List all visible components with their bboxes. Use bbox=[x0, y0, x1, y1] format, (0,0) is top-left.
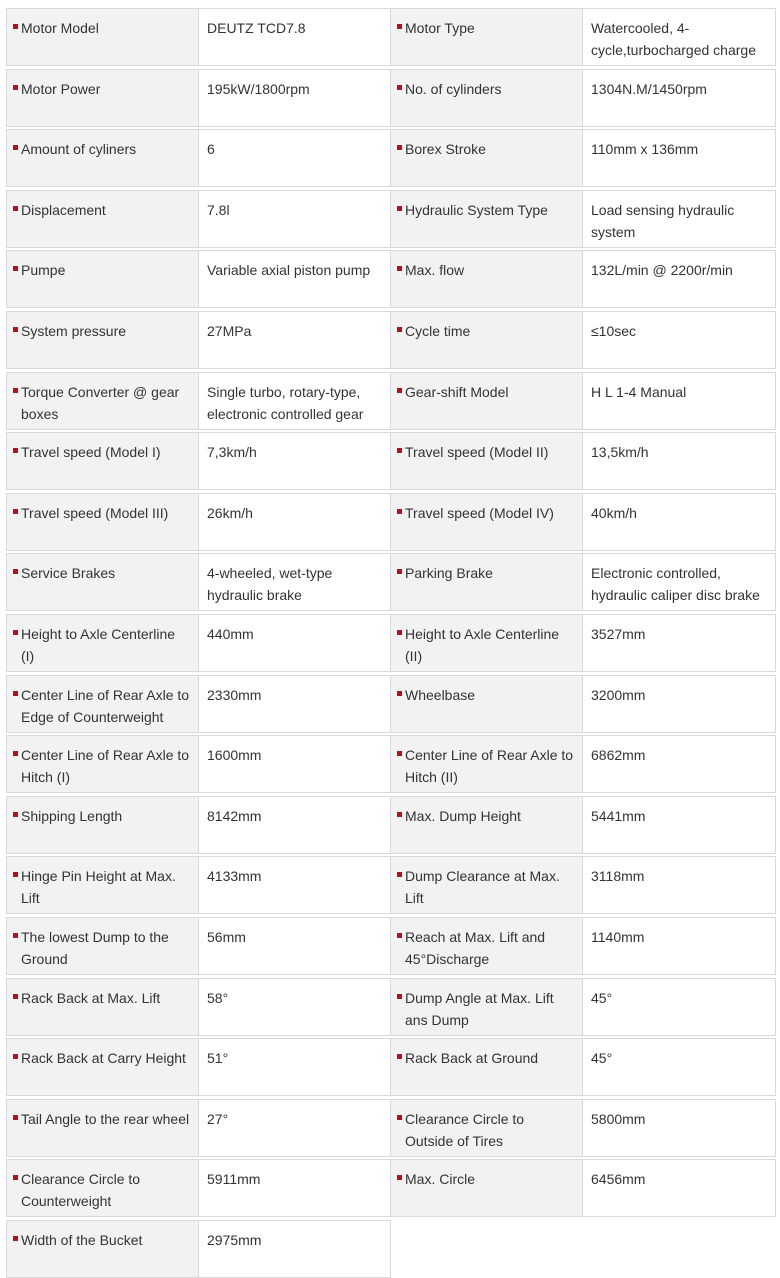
spec-label: Center Line of Rear Axle to Edge of Counterweight bbox=[21, 687, 190, 725]
bullet-icon bbox=[13, 145, 18, 150]
spec-value: 8142mm bbox=[207, 808, 262, 824]
spec-label-cell bbox=[390, 796, 583, 854]
bullet-icon bbox=[397, 994, 402, 999]
spec-value-cell bbox=[198, 614, 391, 672]
spec-value: 4-wheeled, wet-type hydraulic brake bbox=[207, 565, 333, 603]
spec-label-cell bbox=[390, 372, 583, 430]
spec-value-cell bbox=[198, 675, 391, 733]
spec-label-cell bbox=[390, 432, 583, 490]
spec-label-cell bbox=[6, 8, 199, 66]
spec-label: Max. Circle bbox=[405, 1171, 476, 1187]
bullet-icon bbox=[397, 812, 402, 817]
spec-value: 5800mm bbox=[591, 1111, 646, 1127]
spec-value-cell bbox=[582, 69, 776, 127]
table-row bbox=[6, 735, 775, 793]
spec-label: Tail Angle to the rear wheel bbox=[21, 1111, 190, 1127]
spec-label: Center Line of Rear Axle to Hitch (II) bbox=[405, 747, 574, 785]
spec-value-cell bbox=[198, 250, 391, 308]
spec-label: Rack Back at Max. Lift bbox=[21, 990, 161, 1006]
spec-value-cell bbox=[582, 1099, 776, 1157]
spec-value: 2330mm bbox=[207, 687, 262, 703]
spec-value: 5441mm bbox=[591, 808, 646, 824]
spec-label-cell bbox=[390, 735, 583, 793]
spec-value: Single turbo, rotary-type, electronic controlled gear bbox=[207, 384, 364, 422]
spec-value: H L 1-4 Manual bbox=[591, 384, 687, 400]
spec-label-cell bbox=[390, 1038, 583, 1096]
spec-label: Reach at Max. Lift and 45°Discharge bbox=[405, 929, 546, 967]
spec-label-cell bbox=[6, 675, 199, 733]
bullet-icon bbox=[397, 1054, 402, 1059]
spec-value-cell bbox=[198, 372, 391, 430]
spec-label-cell bbox=[6, 1099, 199, 1157]
spec-label: Pumpe bbox=[21, 262, 66, 278]
spec-value-cell bbox=[582, 553, 776, 611]
spec-label: Wheelbase bbox=[405, 687, 476, 703]
spec-label: Travel speed (Model II) bbox=[405, 444, 549, 460]
spec-label: Service Brakes bbox=[21, 565, 116, 581]
spec-label: Travel speed (Model III) bbox=[21, 505, 169, 521]
spec-value: 1600mm bbox=[207, 747, 262, 763]
bullet-icon bbox=[397, 1115, 402, 1120]
spec-label-cell bbox=[6, 69, 199, 127]
bullet-icon bbox=[397, 872, 402, 877]
table-row bbox=[6, 553, 775, 611]
spec-value: 132L/min @ 2200r/min bbox=[591, 262, 733, 278]
spec-value-cell bbox=[582, 129, 776, 187]
spec-label-cell bbox=[6, 372, 199, 430]
spec-label-cell bbox=[390, 856, 583, 914]
spec-value: 5911mm bbox=[207, 1171, 261, 1187]
spec-label: System pressure bbox=[21, 323, 127, 339]
table-row bbox=[6, 493, 775, 551]
spec-value-cell bbox=[198, 8, 391, 66]
table-row bbox=[6, 69, 775, 127]
spec-label-cell bbox=[6, 250, 199, 308]
spec-value: 1140mm bbox=[591, 929, 645, 945]
bullet-icon bbox=[13, 1054, 18, 1059]
spec-label: Hinge Pin Height at Max. Lift bbox=[21, 868, 176, 906]
spec-label-cell bbox=[6, 1220, 199, 1278]
spec-value: 1304N.M/1450rpm bbox=[591, 81, 707, 97]
spec-label-cell bbox=[6, 553, 199, 611]
spec-label: The lowest Dump to the Ground bbox=[21, 929, 169, 967]
table-row bbox=[6, 614, 775, 672]
spec-value-cell bbox=[198, 978, 391, 1036]
spec-label-cell bbox=[390, 311, 583, 369]
spec-value: 3527mm bbox=[591, 626, 646, 642]
spec-value: 6 bbox=[207, 141, 215, 157]
spec-value-cell bbox=[198, 553, 391, 611]
spec-label-cell bbox=[390, 69, 583, 127]
spec-label-cell bbox=[390, 614, 583, 672]
spec-label: Center Line of Rear Axle to Hitch (I) bbox=[21, 747, 190, 785]
spec-value: 4133mm bbox=[207, 868, 262, 884]
bullet-icon bbox=[13, 933, 18, 938]
spec-value: Watercooled, 4-cycle,turbocharged charge bbox=[591, 20, 756, 58]
spec-label-cell bbox=[6, 1038, 199, 1096]
spec-value-cell bbox=[198, 856, 391, 914]
table-row bbox=[6, 190, 775, 248]
spec-value-cell bbox=[582, 311, 776, 369]
spec-label: Height to Axle Centerline (II) bbox=[405, 626, 560, 664]
spec-value-cell bbox=[198, 917, 391, 975]
bullet-icon bbox=[13, 630, 18, 635]
spec-value-cell bbox=[582, 493, 776, 551]
spec-label: Width of the Bucket bbox=[21, 1232, 143, 1248]
bullet-icon bbox=[397, 691, 402, 696]
spec-label: Torque Converter @ gear boxes bbox=[21, 384, 180, 422]
spec-value-cell bbox=[582, 796, 776, 854]
bullet-icon bbox=[397, 569, 402, 574]
table-row bbox=[6, 978, 775, 1036]
spec-value-cell bbox=[198, 432, 391, 490]
spec-label-cell bbox=[6, 614, 199, 672]
spec-value-cell bbox=[582, 614, 776, 672]
bullet-icon bbox=[397, 448, 402, 453]
table-row bbox=[6, 796, 775, 854]
spec-value: 27MPa bbox=[207, 323, 252, 339]
spec-label-cell bbox=[390, 190, 583, 248]
spec-value: 58° bbox=[207, 990, 229, 1006]
spec-value: 6456mm bbox=[591, 1171, 646, 1187]
spec-value-cell bbox=[198, 129, 391, 187]
spec-value-cell bbox=[198, 796, 391, 854]
bullet-icon bbox=[397, 509, 402, 514]
bullet-icon bbox=[13, 1175, 18, 1180]
spec-label: Amount of cyliners bbox=[21, 141, 137, 157]
spec-label-cell bbox=[390, 553, 583, 611]
spec-label: Gear-shift Model bbox=[405, 384, 509, 400]
spec-value-cell bbox=[582, 432, 776, 490]
bullet-icon bbox=[397, 388, 402, 393]
spec-value-cell bbox=[198, 1038, 391, 1096]
bullet-icon bbox=[13, 1115, 18, 1120]
spec-label-cell bbox=[6, 856, 199, 914]
spec-value-cell bbox=[582, 1159, 776, 1217]
spec-value: 13,5km/h bbox=[591, 444, 649, 460]
table-row bbox=[6, 129, 775, 187]
spec-label: Parking Brake bbox=[405, 565, 493, 581]
bullet-icon bbox=[397, 206, 402, 211]
spec-value-cell bbox=[582, 250, 776, 308]
spec-label: Clearance Circle to Outside of Tires bbox=[405, 1111, 525, 1149]
bullet-icon bbox=[397, 266, 402, 271]
spec-value-cell bbox=[582, 675, 776, 733]
table-row bbox=[6, 250, 775, 308]
spec-label: No. of cylinders bbox=[405, 81, 502, 97]
spec-label: Rack Back at Carry Height bbox=[21, 1050, 186, 1066]
spec-value: 440mm bbox=[207, 626, 254, 642]
spec-value-cell bbox=[582, 1038, 776, 1096]
spec-value-cell bbox=[582, 190, 776, 248]
spec-value-cell bbox=[582, 8, 776, 66]
spec-label: Motor Type bbox=[405, 20, 475, 36]
spec-value: 2975mm bbox=[207, 1232, 262, 1248]
spec-value: 56mm bbox=[207, 929, 246, 945]
bullet-icon bbox=[13, 812, 18, 817]
spec-value: 6862mm bbox=[591, 747, 646, 763]
bullet-icon bbox=[397, 327, 402, 332]
table-row bbox=[6, 311, 775, 369]
spec-label: Motor Model bbox=[21, 20, 99, 36]
table-row bbox=[6, 1220, 391, 1278]
bullet-icon bbox=[13, 994, 18, 999]
spec-value: Electronic controlled, hydraulic caliper disc brake bbox=[591, 565, 760, 603]
spec-value-cell bbox=[198, 311, 391, 369]
spec-value: 110mm x 136mm bbox=[591, 141, 699, 157]
spec-label-cell bbox=[390, 1159, 583, 1217]
table-row bbox=[6, 675, 775, 733]
spec-label-cell bbox=[390, 978, 583, 1036]
spec-label-cell bbox=[390, 675, 583, 733]
spec-value: Variable axial piston pump bbox=[207, 262, 371, 278]
spec-label: Hydraulic System Type bbox=[405, 202, 548, 218]
spec-label-cell bbox=[6, 432, 199, 490]
spec-label-cell bbox=[390, 8, 583, 66]
spec-value-cell bbox=[198, 1099, 391, 1157]
spec-label-cell bbox=[390, 493, 583, 551]
bullet-icon bbox=[13, 569, 18, 574]
spec-label-cell bbox=[6, 917, 199, 975]
spec-label-cell bbox=[6, 129, 199, 187]
spec-value: 27° bbox=[207, 1111, 229, 1127]
spec-label: Borex Stroke bbox=[405, 141, 486, 157]
spec-value: 45° bbox=[591, 990, 613, 1006]
table-row bbox=[6, 917, 775, 975]
spec-label-cell bbox=[390, 917, 583, 975]
bullet-icon bbox=[397, 630, 402, 635]
spec-label: Height to Axle Centerline (I) bbox=[21, 626, 176, 664]
table-row bbox=[6, 432, 775, 490]
spec-value-cell bbox=[582, 978, 776, 1036]
spec-label-cell bbox=[6, 978, 199, 1036]
bullet-icon bbox=[397, 145, 402, 150]
spec-label: Motor Power bbox=[21, 81, 101, 97]
spec-label: Max. Dump Height bbox=[405, 808, 521, 824]
table-row bbox=[6, 372, 775, 430]
spec-label: Max. flow bbox=[405, 262, 465, 278]
spec-value-cell bbox=[582, 917, 776, 975]
spec-value-cell bbox=[582, 735, 776, 793]
bullet-icon bbox=[13, 24, 18, 29]
spec-value: Load sensing hydraulic system bbox=[591, 202, 735, 240]
spec-label: Travel speed (Model I) bbox=[21, 444, 161, 460]
spec-value-cell bbox=[582, 372, 776, 430]
bullet-icon bbox=[13, 327, 18, 332]
spec-value-cell bbox=[198, 1220, 391, 1278]
spec-value: 26km/h bbox=[207, 505, 253, 521]
bullet-icon bbox=[13, 448, 18, 453]
spec-value-cell bbox=[198, 1159, 391, 1217]
spec-label-cell bbox=[6, 311, 199, 369]
spec-value-cell bbox=[198, 190, 391, 248]
spec-value: 40km/h bbox=[591, 505, 637, 521]
spec-value: ≤10sec bbox=[591, 323, 637, 339]
spec-label-cell bbox=[390, 250, 583, 308]
spec-value: 3200mm bbox=[591, 687, 646, 703]
bullet-icon bbox=[397, 1175, 402, 1180]
bullet-icon bbox=[13, 388, 18, 393]
spec-value-cell bbox=[582, 856, 776, 914]
spec-label-cell bbox=[6, 190, 199, 248]
bullet-icon bbox=[13, 691, 18, 696]
spec-value: 7,3km/h bbox=[207, 444, 257, 460]
spec-value: 3118mm bbox=[591, 868, 645, 884]
bullet-icon bbox=[13, 85, 18, 90]
table-row bbox=[6, 1099, 775, 1157]
spec-label-cell bbox=[6, 1159, 199, 1217]
spec-label: Cycle time bbox=[405, 323, 471, 339]
spec-label: Travel speed (Model IV) bbox=[405, 505, 554, 521]
spec-label-cell bbox=[6, 735, 199, 793]
spec-value-cell bbox=[198, 69, 391, 127]
spec-value: 7.8l bbox=[207, 202, 230, 218]
bullet-icon bbox=[13, 872, 18, 877]
spec-label: Displacement bbox=[21, 202, 106, 218]
spec-value: DEUTZ TCD7.8 bbox=[207, 20, 306, 36]
bullet-icon bbox=[397, 933, 402, 938]
bullet-icon bbox=[13, 206, 18, 211]
table-row bbox=[6, 1159, 775, 1217]
spec-label: Clearance Circle to Counterweight bbox=[21, 1171, 141, 1209]
spec-label: Dump Angle at Max. Lift ans Dump bbox=[405, 990, 554, 1028]
spec-value: 45° bbox=[591, 1050, 613, 1066]
spec-label-cell bbox=[390, 1099, 583, 1157]
bullet-icon bbox=[13, 266, 18, 271]
spec-label-cell bbox=[390, 129, 583, 187]
spec-value-cell bbox=[198, 735, 391, 793]
table-row bbox=[6, 1038, 775, 1096]
bullet-icon bbox=[397, 24, 402, 29]
bullet-icon bbox=[13, 509, 18, 514]
table-row bbox=[6, 8, 775, 66]
spec-value-cell bbox=[198, 493, 391, 551]
spec-label-cell bbox=[6, 796, 199, 854]
bullet-icon bbox=[397, 85, 402, 90]
spec-label: Rack Back at Ground bbox=[405, 1050, 539, 1066]
table-row bbox=[6, 856, 775, 914]
spec-value: 195kW/1800rpm bbox=[207, 81, 310, 97]
spec-label: Dump Clearance at Max. Lift bbox=[405, 868, 560, 906]
spec-label: Shipping Length bbox=[21, 808, 123, 824]
spec-value: 51° bbox=[207, 1050, 229, 1066]
bullet-icon bbox=[13, 1236, 18, 1241]
bullet-icon bbox=[13, 751, 18, 756]
bullet-icon bbox=[397, 751, 402, 756]
spec-label-cell bbox=[6, 493, 199, 551]
